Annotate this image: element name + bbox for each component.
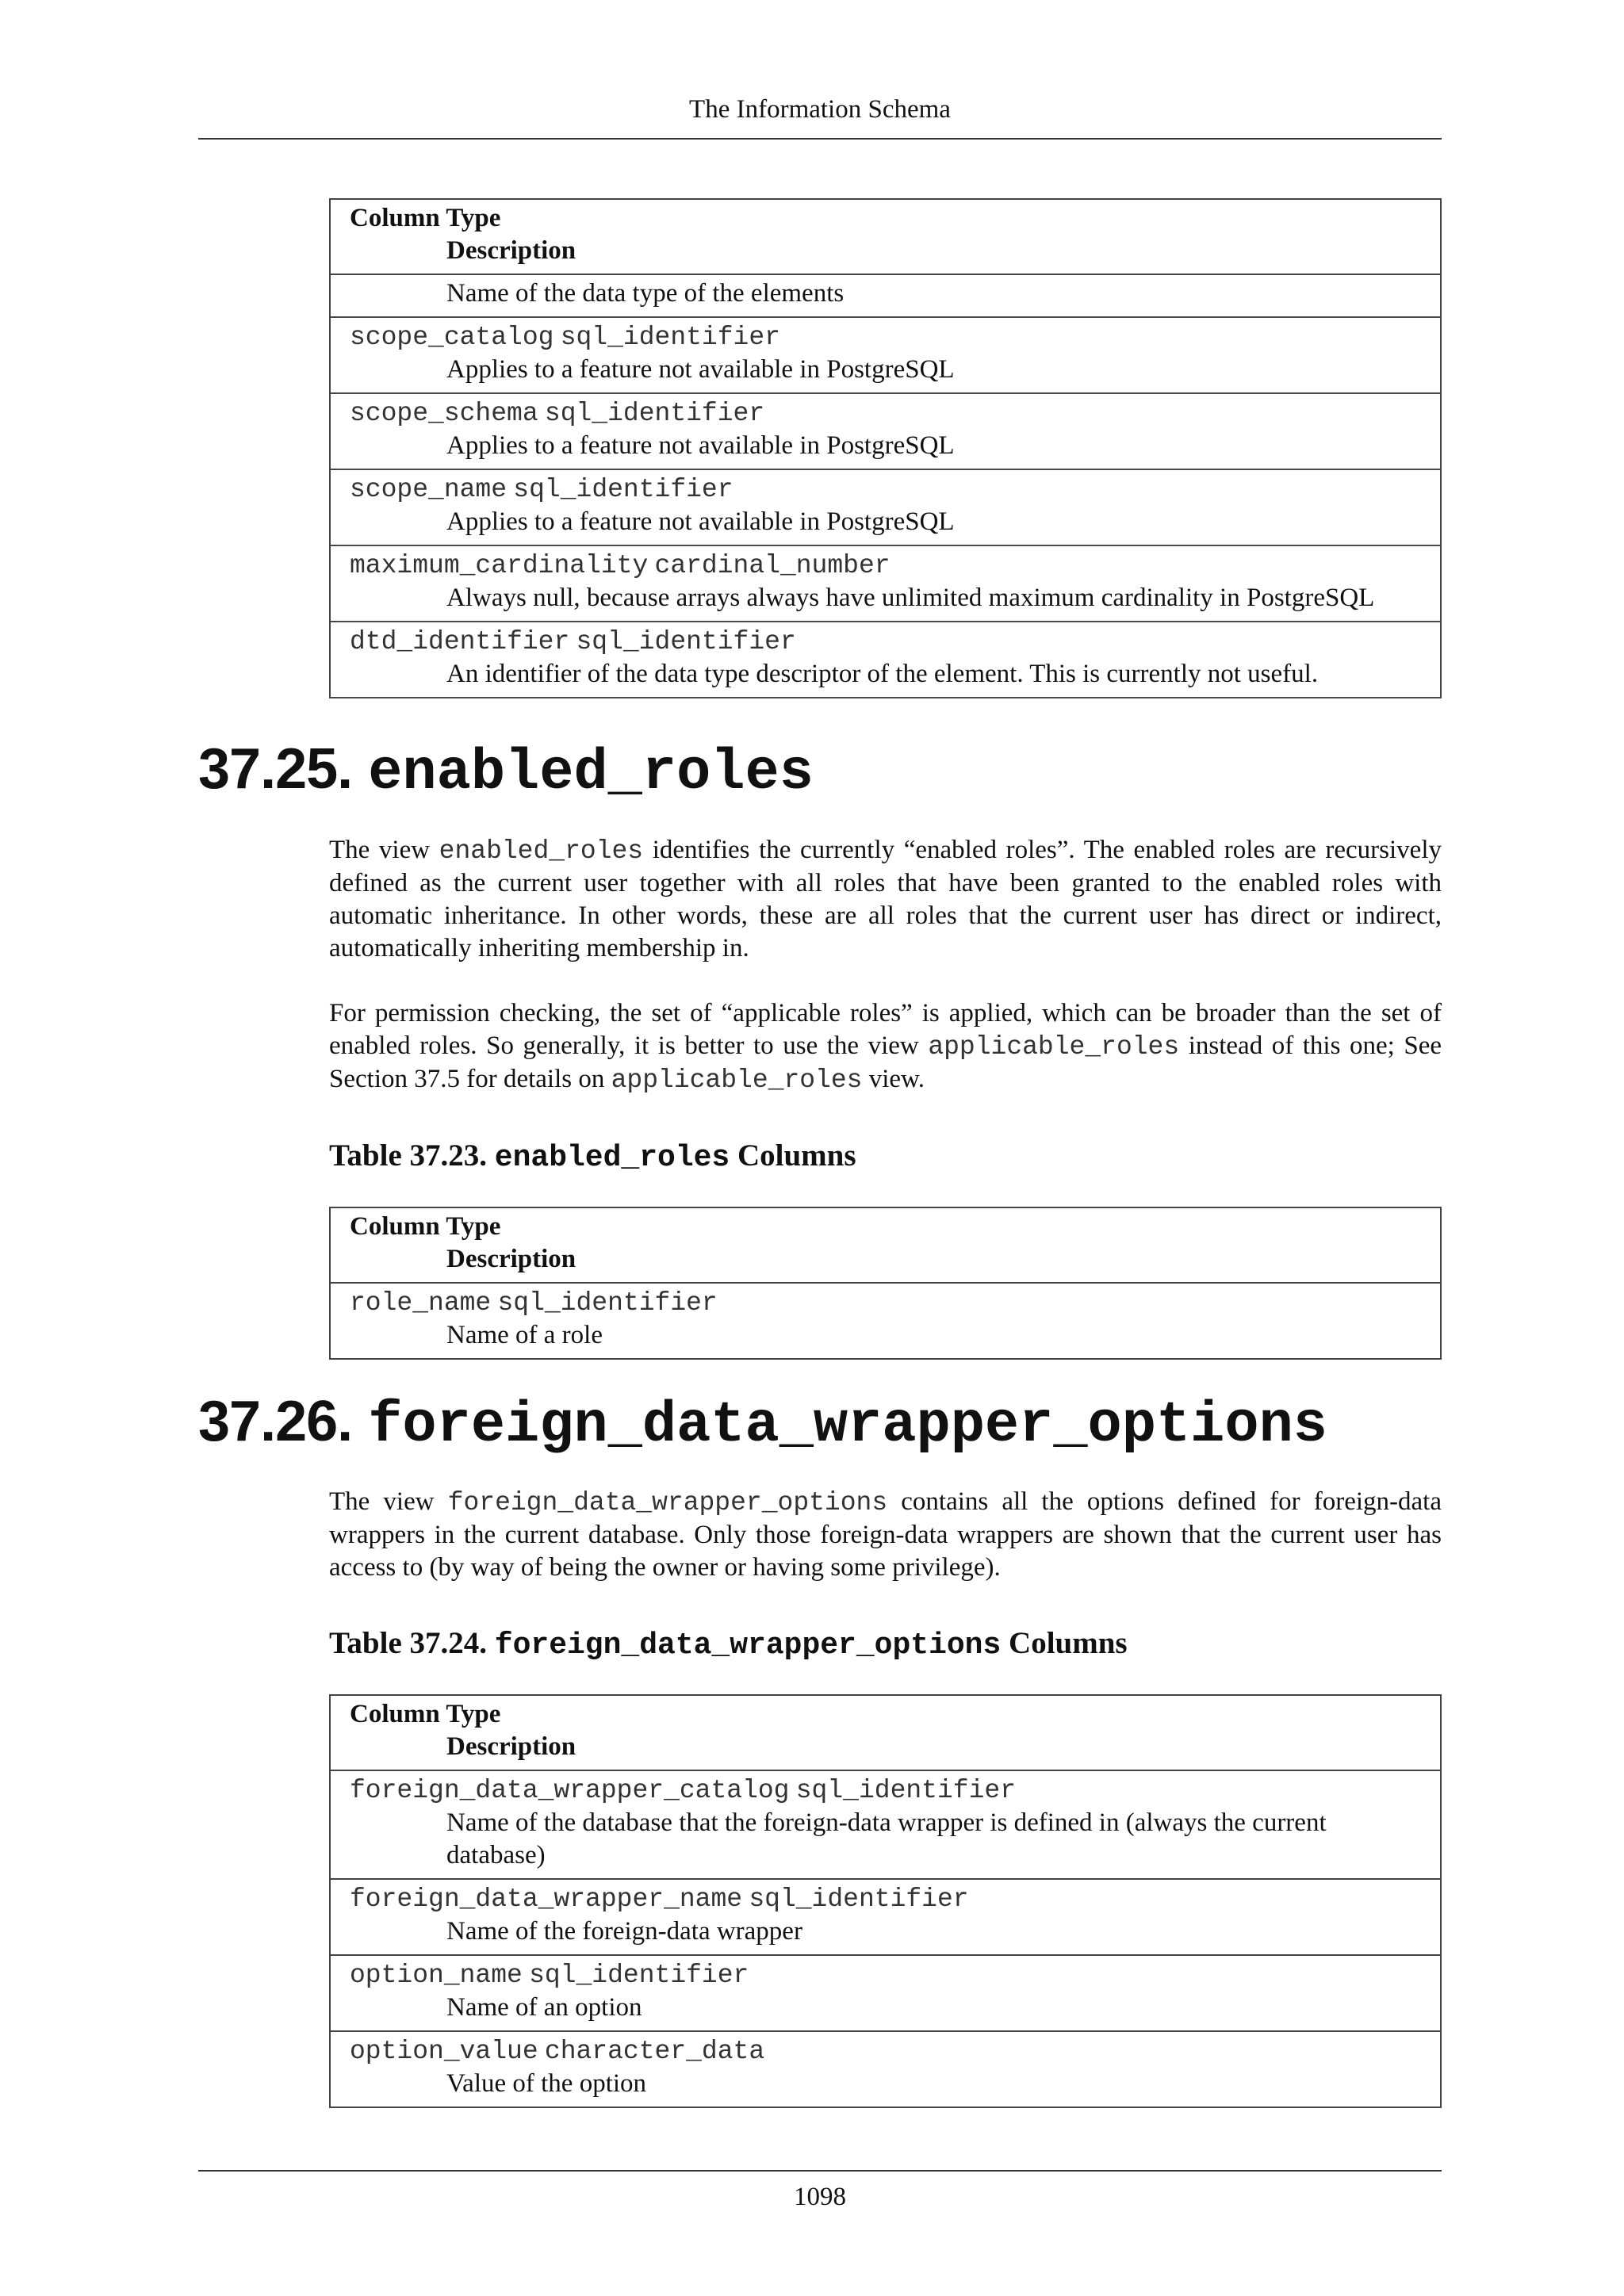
running-footer [198, 2170, 1442, 2212]
table-row [330, 2031, 1441, 2107]
section-number: 37.25. [198, 737, 353, 801]
text: The view [329, 836, 439, 864]
inline-code: foreign_data_wrapper_options [447, 1488, 888, 1517]
column-type: sql_identifier [795, 1776, 1016, 1805]
row-description: Name of the database that the foreign-data wrapper is defined in (always the current database) [446, 1808, 1327, 1869]
table-row [330, 469, 1441, 545]
text: instead of this one; See Section 37.5 for details on [329, 1031, 1442, 1093]
caption-suffix: Columns [730, 1138, 856, 1173]
inline-code: applicable_roles [928, 1032, 1180, 1062]
text: contains all the options defined for foreign-data wrappers in the current database. Only those foreign-data wrappers are shown that the current user has access to (by way of being the owner or having some privilege). [329, 1487, 1442, 1582]
description-header: Description [446, 1245, 576, 1273]
column-name: scope_schema [350, 399, 538, 428]
text: For permission checking, the set of “applicable roles” is applied, which can be broader than the set of enabled roles. So generally, it is better to use the view [329, 999, 1442, 1060]
inline-code: enabled_roles [439, 836, 644, 866]
column-type: sql_identifier [560, 323, 780, 352]
table-row [330, 317, 1441, 393]
column-name: foreign_data_wrapper_name [350, 1885, 743, 1914]
section-heading-foreign-data-wrapper-options [198, 1386, 1327, 1461]
column-name: scope_name [350, 475, 508, 504]
column-name: role_name [350, 1288, 492, 1318]
enabled-roles-paragraph-2 [329, 997, 1442, 1096]
section-heading-enabled-roles [198, 733, 814, 809]
inline-code: applicable_roles [611, 1066, 863, 1095]
caption-code: foreign_data_wrapper_options [494, 1628, 1002, 1663]
table-row [330, 393, 1441, 469]
row-description: Applies to a feature not available in PostgreSQL [446, 431, 955, 460]
column-type: sql_identifier [529, 1961, 749, 1990]
table-row [330, 545, 1441, 622]
column-type: sql_identifier [749, 1885, 969, 1914]
column-name: maximum_cardinality [350, 551, 649, 580]
row-description: Name of the foreign-data wrapper [446, 1917, 802, 1946]
row-description: An identifier of the data type descriptor of the element. This is currently not useful. [446, 660, 1319, 688]
column-type: cardinal_number [654, 551, 891, 580]
column-type-header: Column Type [350, 204, 501, 232]
column-type: sql_identifier [497, 1288, 718, 1318]
row-description: Applies to a feature not available in PostgreSQL [446, 507, 955, 536]
caption-suffix: Columns [1001, 1626, 1128, 1660]
table-row [330, 1283, 1441, 1359]
table-row [330, 1770, 1441, 1879]
row-description: Name of a role [446, 1321, 603, 1349]
column-type: sql_identifier [513, 475, 733, 504]
row-description: Name of an option [446, 1993, 642, 2022]
table-header-row [330, 1207, 1441, 1283]
header-title: The Information Schema [689, 95, 951, 124]
caption-prefix: Table 37.23. [329, 1138, 495, 1173]
column-type-header: Column Type [350, 1212, 501, 1241]
section-name: enabled_roles [368, 740, 814, 806]
table-row [330, 1879, 1441, 1955]
page-number: 1098 [794, 2183, 846, 2211]
row-description: Always null, because arrays always have unlimited maximum cardinality in PostgreSQL [446, 584, 1375, 612]
fdw-options-columns-table [329, 1694, 1442, 2108]
column-name: option_value [350, 2037, 538, 2066]
section-name: foreign_data_wrapper_options [368, 1393, 1327, 1458]
row-description: Value of the option [446, 2069, 647, 2098]
enabled-roles-paragraph-1 [329, 834, 1442, 965]
column-type-header: Column Type [350, 1700, 501, 1728]
element-types-columns-table [329, 198, 1442, 698]
column-type: sql_identifier [576, 627, 796, 656]
caption-prefix: Table 37.24. [329, 1626, 495, 1660]
column-type: character_data [544, 2037, 765, 2066]
caption-code: enabled_roles [494, 1141, 730, 1175]
column-name: dtd_identifier [350, 627, 570, 656]
text: The view [329, 1487, 448, 1516]
row-description: Name of the data type of the elements [446, 279, 845, 308]
column-name: option_name [350, 1961, 523, 1990]
section-number: 37.26. [198, 1390, 353, 1453]
column-type: sql_identifier [544, 399, 765, 428]
row-description: Applies to a feature not available in PostgreSQL [446, 355, 955, 384]
enabled-roles-columns-table [329, 1207, 1442, 1360]
table-header-row [330, 1695, 1441, 1770]
table-caption-fdw-options [329, 1625, 1128, 1663]
description-header: Description [446, 236, 576, 265]
running-header [198, 95, 1442, 140]
fdw-options-paragraph-1 [329, 1486, 1442, 1584]
text: view. [862, 1065, 925, 1093]
table-row [330, 1955, 1441, 2031]
table-row [330, 274, 1441, 317]
table-caption-enabled-roles [329, 1138, 856, 1175]
column-name: foreign_data_wrapper_catalog [350, 1776, 790, 1805]
description-header: Description [446, 1732, 576, 1761]
text: identifies the currently “enabled roles”. The enabled roles are recursively defined as the current user together with all roles that have been granted to the enabled roles with automatic inheritance. In other words, these are all roles that the current user has direct or indirect, automatically inheriting membership in. [329, 836, 1442, 962]
table-row [330, 622, 1441, 698]
table-header-row [330, 199, 1441, 274]
column-name: scope_catalog [350, 323, 554, 352]
